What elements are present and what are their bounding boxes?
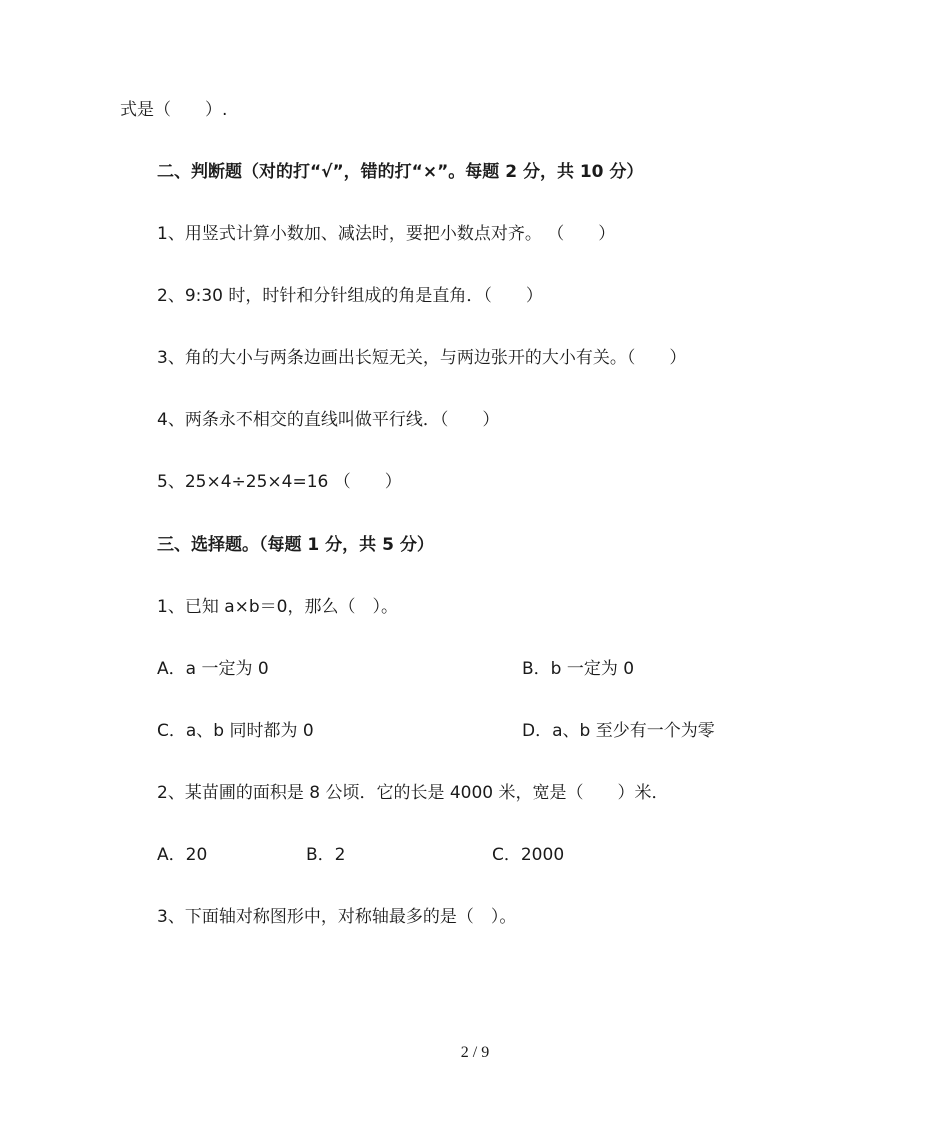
choice-question-1: 1、已知 a×b＝0，那么（ ）。 (157, 597, 398, 617)
choice-question-3: 3、下面轴对称图形中，对称轴最多的是（ ）。 (157, 907, 517, 927)
question-continuation: 式是（ ）. (120, 100, 228, 120)
section-heading-multiple-choice: 三、选择题。（每题 1 分，共 5 分） (157, 535, 434, 555)
choice-option-2b: B．2 (306, 845, 346, 865)
true-false-question-2: 2、9:30 时，时针和分针组成的角是直角．（ ） (157, 286, 543, 306)
choice-option-1a: A．a 一定为 0 (157, 659, 269, 679)
true-false-question-3: 3、角的大小与两条边画出长短无关，与两边张开的大小有关。（ ） (157, 348, 687, 368)
choice-option-2a: A．20 (157, 845, 208, 865)
true-false-question-4: 4、两条永不相交的直线叫做平行线．（ ） (157, 410, 500, 430)
choice-option-1c: C．a、b 同时都为 0 (157, 721, 314, 741)
choice-option-1b: B．b 一定为 0 (522, 659, 635, 679)
page-number: 2 / 9 (460, 1044, 490, 1061)
choice-option-2c: C．2000 (492, 845, 565, 865)
choice-question-2: 2、某苗圃的面积是 8 公顷．它的长是 4000 米，宽是（ ）米． (157, 783, 669, 803)
choice-option-1d: D．a、b 至少有一个为零 (522, 721, 715, 741)
section-heading-true-false: 二、判断题（对的打“√”，错的打“×”。每题 2 分，共 10 分） (157, 162, 644, 182)
true-false-question-5: 5、25×4÷25×4=16 （ ） (157, 472, 402, 492)
true-false-question-1: 1、用竖式计算小数加、减法时，要把小数点对齐。 （ ） (157, 224, 616, 244)
